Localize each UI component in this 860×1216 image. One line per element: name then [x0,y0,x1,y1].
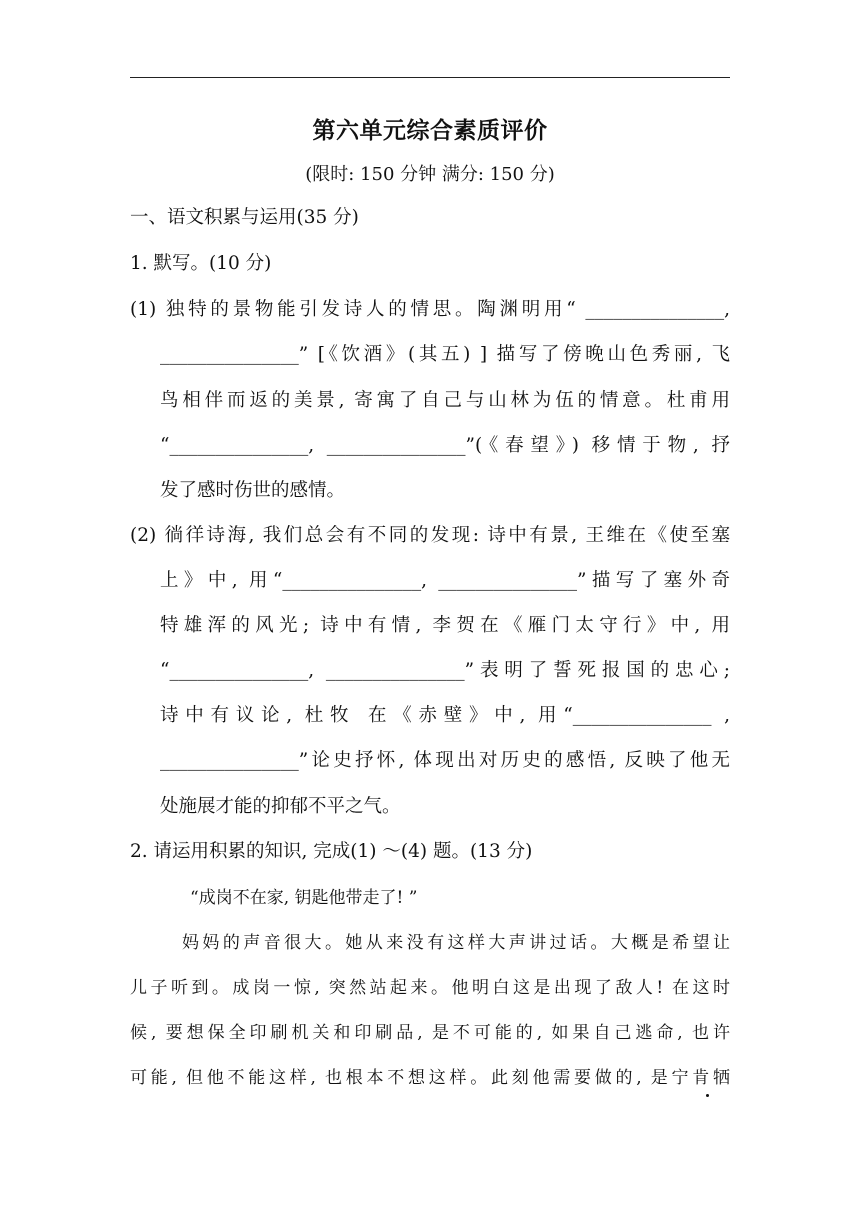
passage-line: “成岗不在家, 钥匙他带走了! ” [190,888,418,908]
q1-part1-line: 发了感时伤世的感情。 [160,480,346,501]
q1-part2-line: 上》中, 用“_______________, _______________”描写了塞外奇 [160,570,730,591]
q1-part2-line: 诗中有议论, 杜牧 在《赤壁》中, 用“_______________ , [160,705,730,726]
q1-part2-line: (2) 徜徉诗海, 我们总会有不同的发现: 诗中有景, 王维在《使至塞 [130,525,730,546]
passage-line: 候, 要想保全印刷机关和印刷品, 是不可能的, 如果自己逃命, 也许 [130,1023,730,1043]
emphasis-dot [706,1094,709,1097]
question-1-heading: 1. 默写。(10 分) [130,253,272,274]
q1-part2-line: 处施展才能的抑郁不平之气。 [160,796,401,817]
passage-line: 妈妈的声音很大。她从来没有这样大声讲过话。大概是希望让 [182,933,730,953]
passage-line: 儿子听到。成岗一惊, 突然站起来。他明白这是出现了敌人! 在这时 [130,978,730,998]
header-rule [130,77,730,78]
q1-part2-line: 特雄浑的风光; 诗中有情, 李贺在《雁门太守行》中, 用 [160,615,730,636]
q1-part2-line: _______________”论史抒怀, 体现出对历史的感悟, 反映了他无 [160,750,730,771]
section-heading: 一、语文积累与运用(35 分) [130,207,359,228]
q1-part1-line: “_______________, _______________”(《春望》) 移情于物, 抒 [160,435,730,456]
exam-info: (限时: 150 分钟 满分: 150 分) [305,164,555,185]
q1-part2-line: “_______________, _______________”表明了誓死报国的忠心; [160,660,730,681]
q1-part1-line: 鸟相伴而返的美景, 寄寓了自己与山林为伍的情意。杜甫用 [160,390,730,411]
passage-line: 可能, 但他不能这样, 也根本不想这样。此刻他需要做的, 是宁肯牺 [130,1068,730,1088]
page-title: 第六单元综合素质评价 [312,118,548,144]
q1-part1-line: _______________” [《饮酒》(其五) ] 描写了傍晚山色秀丽, 飞 [160,344,730,365]
question-2-heading: 2. 请运用积累的知识, 完成(1) ～(4) 题。(13 分) [130,841,533,862]
q1-part1-line: (1) 独特的景物能引发诗人的情思。陶渊明用“ _______________, [130,299,730,320]
